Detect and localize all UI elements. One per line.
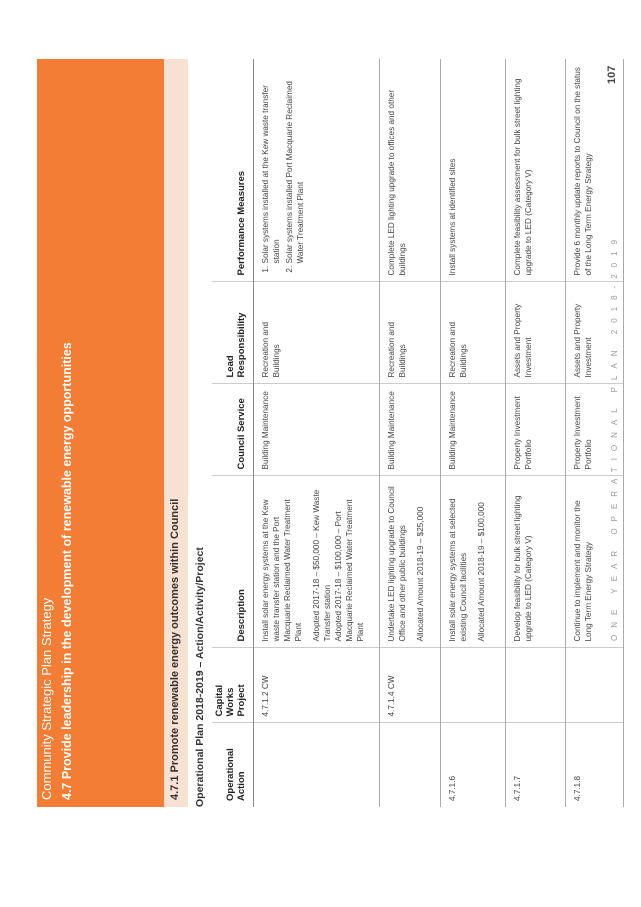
- cell-operational-action: 4.7.1.8: [566, 723, 624, 807]
- cell-performance-measures: Complete LED lighting upgrade to offices and other buildings: [380, 59, 441, 282]
- cell-council-service: Building Maintenance: [380, 384, 441, 476]
- description-text: Install solar energy systems at selected existing Council facilities: [448, 498, 469, 642]
- cell-operational-action: 4.7.1.6: [441, 723, 506, 807]
- description-text: Allocated Amount 2018-19 – $100,000: [477, 502, 487, 642]
- cell-capital-works: [506, 648, 566, 723]
- cell-operational-action: [380, 723, 441, 807]
- operational-plan-table: [212, 59, 624, 807]
- objective-title: 4.7.1 Promote renewable energy outcomes within Council: [169, 498, 181, 800]
- cell-performance-measures: Provide 6 monthly update reports to Council on the status of the Long Term Energy Strategy: [566, 59, 624, 282]
- description-text: Undertake LED lighting upgrade to Council Office and other public buildings: [387, 486, 408, 642]
- table-row: [441, 59, 506, 807]
- cell-lead-responsibility: Assets and Property Investment: [506, 282, 566, 384]
- goal-band: [57, 59, 166, 807]
- cell-performance-measures: Install systems at identified sites: [441, 59, 506, 282]
- cell-description: [253, 476, 380, 648]
- cell-operational-action: 4.7.1.7: [506, 723, 566, 807]
- description-text: Install solar energy systems at the Kew waste transfer station and the Port Macquarie Reclaimed Water Treatment Plant: [260, 499, 303, 642]
- col-header-performance-measures: Performance Measures: [212, 59, 253, 282]
- table-row: [506, 59, 566, 807]
- col-header-operational-action: Operational Action: [212, 723, 253, 807]
- goal-title: 4.7 Provide leadership in the development of renewable energy opportunities: [60, 342, 74, 800]
- description-text: Adopted 2017-18 – $100,000 – Port Macquarie Reclaimed Water Treatment Plant: [334, 499, 366, 642]
- cell-description: [380, 476, 441, 648]
- cell-description: Develop feasibility for bulk street lighting upgrade to LED (Category V): [506, 476, 566, 648]
- cell-lead-responsibility: Assets and Property Investment: [566, 282, 624, 384]
- cell-council-service: Building Maintenance: [253, 384, 380, 476]
- col-header-description: Description: [212, 476, 253, 648]
- col-header-capital-works: Capital Works Project: [212, 648, 253, 723]
- strategy-title: Community Strategic Plan Strategy: [39, 597, 54, 800]
- description-text: Allocated Amount 2018-19 – $25,000: [416, 506, 426, 642]
- description-text: Adopted 2017-18 – $50,000 – Kew Waste Transfer station: [312, 489, 333, 642]
- cell-lead-responsibility: Recreation and Buildings: [441, 282, 506, 384]
- section-title: Operational Plan 2018-2019 – Action/Activity/Project: [194, 547, 206, 807]
- cell-capital-works: 4.7.1.2 CW: [253, 648, 380, 723]
- strategy-banner: [37, 59, 161, 807]
- objective-band: [164, 59, 188, 807]
- table-header-row: [212, 59, 253, 807]
- table-row: [380, 59, 441, 807]
- table-row: [253, 59, 380, 807]
- cell-council-service: Building Maintenance: [441, 384, 506, 476]
- cell-description: [441, 476, 506, 648]
- running-footer: ONE YEAR OPERATIONAL PLAN 2018-2019: [610, 232, 619, 642]
- cell-operational-action: [253, 723, 380, 807]
- cell-performance-measures: [253, 59, 380, 282]
- cell-capital-works: [441, 648, 506, 723]
- cell-description: Continue to implement and monitor the Long Term Energy Strategy: [566, 476, 624, 648]
- cell-council-service: Property Investment Portfolio: [506, 384, 566, 476]
- col-header-council-service: Council Service: [212, 384, 253, 476]
- col-header-lead-responsibility: Lead Responsibility: [212, 282, 253, 384]
- cell-council-service: Property Investment Portfolio: [566, 384, 624, 476]
- cell-lead-responsibility: Recreation and Buildings: [380, 282, 441, 384]
- cell-capital-works: 4.7.1.4 CW: [380, 648, 441, 723]
- page-number: 107: [606, 65, 618, 84]
- cell-lead-responsibility: Recreation and Buildings: [253, 282, 380, 384]
- measure-item: 1. Solar systems installed at the Kew waste transfer station: [260, 65, 282, 264]
- strategy-band: [37, 59, 57, 807]
- cell-performance-measures: Complete feasibility assessment for bulk street lighting upgrade to LED (Category V): [506, 59, 566, 282]
- measure-item: 2. Solar systems installed Port Macquarie Reclaimed Water Treatment Plant: [284, 65, 306, 264]
